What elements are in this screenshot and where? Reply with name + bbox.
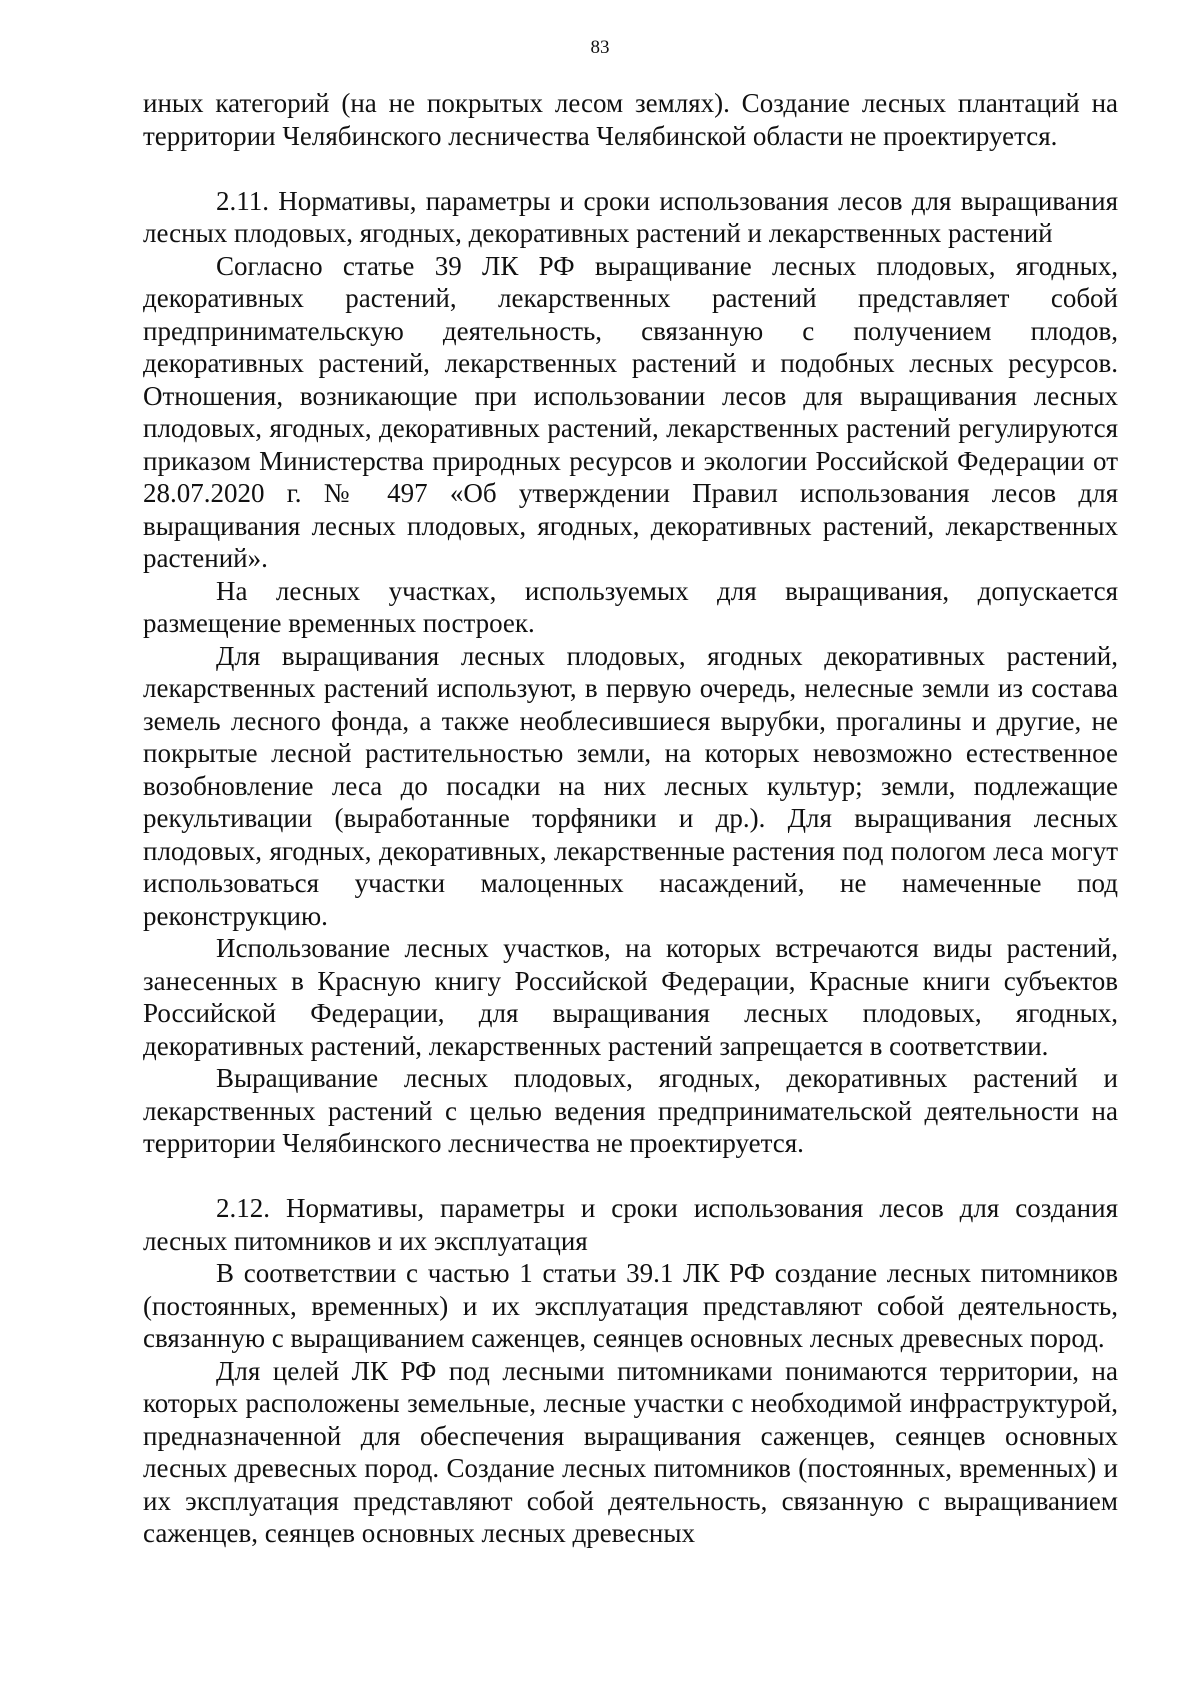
paragraph-article-39-1: В соответствии с частью 1 статьи 39.1 ЛК РФ создание лесных питомников (постоянных, временных) и их эксплуатация представляют собой деятельность, связанную с выращиванием саженцев, сеянцев основных лесных древесных пород.: [143, 1258, 1118, 1353]
section-heading-2-12: 2.12. Нормативы, параметры и сроки использования лесов для создания лесных питомников и их эксплуатация: [143, 1193, 1118, 1256]
paragraph-red-book: Использование лесных участков, на которых встречаются виды растений, занесенных в Красную книгу Российской Федерации, Красные книги субъектов Российской Федерации, для выращивания лесных плодовых, ягодных, декоративных растений, лекарственных растений запрещается в соответствии.: [143, 933, 1118, 1061]
section-heading-2-11: 2.11. Нормативы, параметры и сроки использования лесов для выращивания лесных плодовых, ягодных, декоративных растений и лекарственных растений: [143, 185, 1118, 248]
page-number: 83: [590, 37, 610, 58]
paragraph-not-projected: Выращивание лесных плодовых, ягодных, декоративных растений и лекарственных растений с целью ведения предпринимательской деятельности на территории Челябинского лесничества не проектируется.: [143, 1063, 1118, 1158]
paragraph-land-plantations: иных категорий (на не покрытых лесом землях). Создание лесных плантаций на территории Челябинского лесничества Челябинской области не проектируется.: [143, 88, 1118, 151]
document-body: [143, 87, 1118, 1550]
paragraph-temporary-buildings: На лесных участках, используемых для выращивания, допускается размещение временных построек.: [143, 575, 1118, 638]
paragraph-article-39: Согласно статье 39 ЛК РФ выращивание лесных плодовых, ягодных, декоративных растений, лекарственных растений представляет собой предпринимательскую деятельность, связанную с получением плодов, декоративных растений, лекарственных растений и подобных лесных ресурсов. Отношения, возникающие при использовании лесов для выращивания лесных плодовых, ягодных, декоративных растений, лекарственных растений регулируются приказом Министерства природных ресурсов и экологии Российской Федерации от 28.07.2020 г. № 497 «Об утверждении Правил использования лесов для выращивания лесных плодовых, ягодных, декоративных растений, лекарственных растений».: [143, 250, 1118, 573]
paragraph-nurseries-definition: Для целей ЛК РФ под лесными питомниками понимаются территории, на которых расположены земельные, лесные участки с необходимой инфраструктурой, предназначенной для обеспечения выращивания саженцев, сеянцев основных лесных древесных пород. Создание лесных питомников (постоянных, временных) и их эксплуатация представляют собой деятельность, связанную с выращиванием саженцев, сеянцев основных лесных древесных: [143, 1355, 1118, 1548]
paragraph-land-use: Для выращивания лесных плодовых, ягодных декоративных растений, лекарственных растений используют, в первую очередь, нелесные земли из состава земель лесного фонда, а также необлесившиеся вырубки, прогалины и другие, не покрытые лесной растительностью земли, на которых невозможно естественное возобновление леса до посадки на них лесных культур; земли, подлежащие рекультивации (выработанные торфяники и др.). Для выращивания лесных плодовых, ягодных, декоративных, лекарственные растения под пологом леса могут использоваться участки малоценных насаждений, не намеченные под реконструкцию.: [143, 640, 1118, 931]
